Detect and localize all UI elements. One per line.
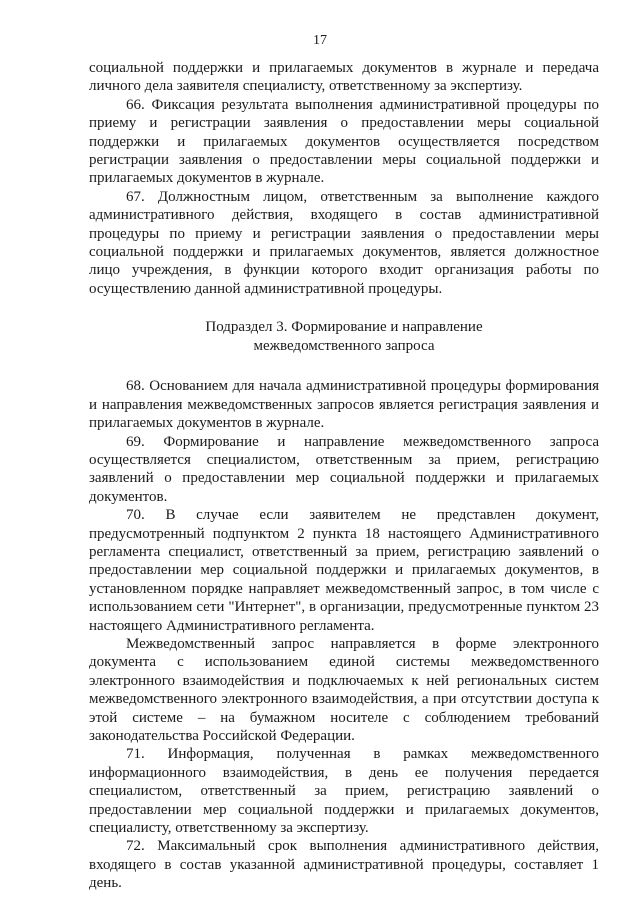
paragraph-66: 66. Фиксация результата выполнения административной процедуры по приему и регистрации заявления о предоставлении меры социальной поддержки и прилагаемых документов осуществляется посредством регистрации заявления о предоставлении меры социальной поддержки и прилагаемых документов в журнале. xyxy=(89,96,599,187)
paragraph-67: 67. Должностным лицом, ответственным за выполнение каждого административного действия, входящего в состав административной процедуры по приему и регистрации заявления о предоставлении меры социальной поддержки и прилагаемых документов, является должностное лицо учреждения, в функции которого входит организация работы по осуществлению данной административной процедуры. xyxy=(89,188,599,297)
subsection-heading-line-1: Подраздел 3. Формирование и направление xyxy=(205,319,483,336)
page-number: 17 xyxy=(313,33,327,48)
paragraph-continuation: социальной поддержки и прилагаемых документов в журнале и передача личного дела заявителя специалисту, ответственному за экспертизу. xyxy=(89,60,599,95)
paragraph-69: 69. Формирование и направление межведомственного запроса осуществляется специалистом, ответственным за прием, регистрацию заявлений о предоставлении мер социальной поддержки и прилагаемых документов. xyxy=(89,433,599,505)
paragraph-interagency-request: Межведомственный запрос направляется в форме электронного документа с использованием единой системы межведомственного электронного взаимодействия и подключаемых к ней региональных систем межведомственного электронного взаимодействия, а при отсутствии доступа к этой системе – на бумажном носителе с соблюдением требований законодательства Российской Федерации. xyxy=(89,635,599,744)
subsection-heading-line-2: межведомственного запроса xyxy=(253,338,435,355)
paragraph-68: 68. Основанием для начала административной процедуры формирования и направления межведомственных запросов является регистрация заявления и прилагаемых документов в журнале. xyxy=(89,378,599,432)
paragraph-71: 71. Информация, полученная в рамках межведомственного информационного взаимодействия, в день ее получения передается специалистом, ответственный за прием, регистрацию заявлений о предоставлении мер социальной поддержки и прилагаемых документов, специалисту, ответственному за экспертизу. xyxy=(89,746,599,837)
paragraph-70: 70. В случае если заявителем не представлен документ, предусмотренный подпунктом 2 пункта 18 настоящего Административного регламента специалист, ответственный за прием, регистрацию заявлений о предоставлении мер социальной поддержки и прилагаемых документов, в установленном порядке направляет межведомственный запрос, в том числе с использованием сети "Интернет", в организации, предусмотренные пунктом 23 настоящего Административного регламента. xyxy=(89,507,599,634)
paragraph-72: 72. Максимальный срок выполнения административного действия, входящего в состав указанной административной процедуры, составляет 1 день. xyxy=(89,838,599,892)
subsection-heading xyxy=(89,318,599,356)
document-body xyxy=(89,59,599,893)
